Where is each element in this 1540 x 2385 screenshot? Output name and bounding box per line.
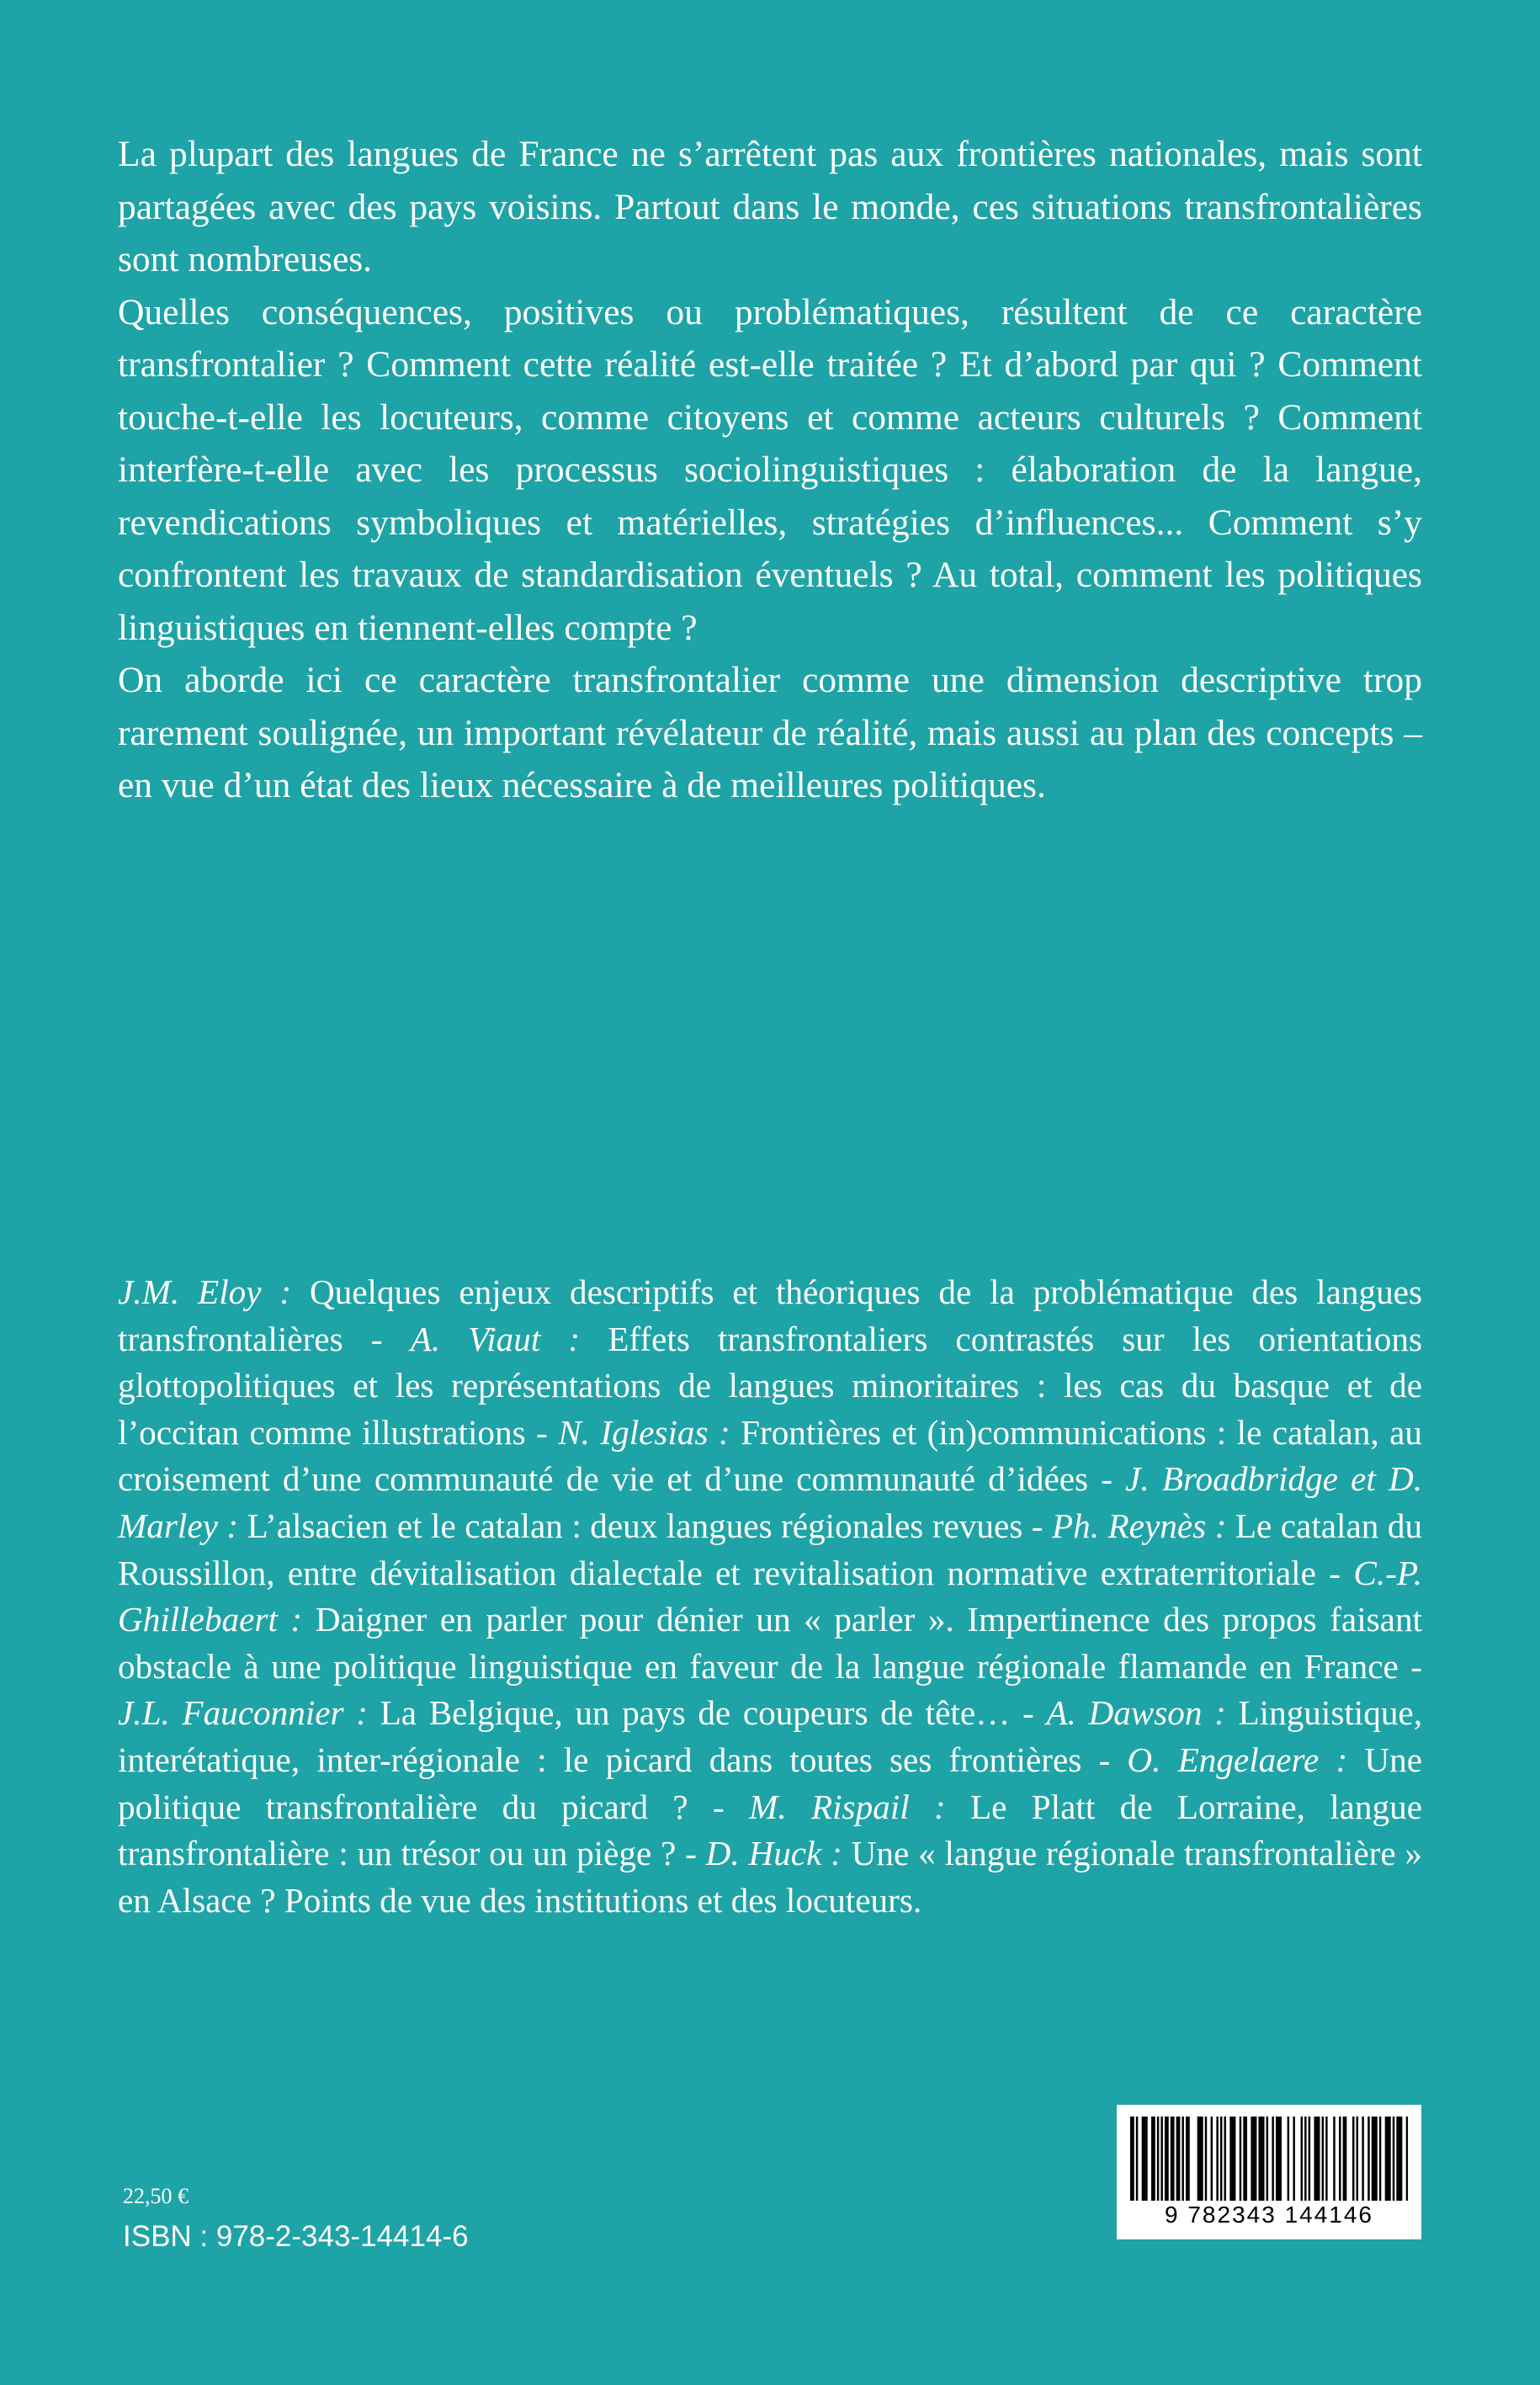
barcode-bar [1293,2117,1294,2201]
barcode-bar [1301,2117,1303,2201]
barcode-bar [1251,2117,1252,2201]
barcode-bar [1272,2117,1273,2201]
barcode-bar [1379,2117,1381,2201]
barcode-bar [1253,2117,1255,2201]
entry-author: J.M. Eloy : [118,1272,292,1311]
barcode-bar [1172,2117,1174,2201]
barcode-bar [1160,2117,1162,2201]
entry-author: N. Iglesias : [558,1412,730,1452]
back-cover-summary [118,128,1422,812]
barcode-bars [1130,2117,1408,2201]
barcode-bar [1144,2117,1145,2201]
barcode-bar [1261,2117,1262,2201]
barcode-bar [1224,2117,1226,2201]
barcode-bar [1396,2117,1398,2201]
barcode-bar [1176,2117,1178,2201]
price-label: 22,50 € [123,2184,189,2208]
entry-title: Le catalan du Roussillon, entre dévitalisation dialectale et revitalisation normative extraterritoriale [118,1506,1423,1592]
barcode-bar [1255,2117,1256,2201]
entry-title: Linguistique, interétatique, inter-régionale : le picard dans toutes ses frontières [118,1693,1423,1779]
barcode-digits: 9 782343 144146 [1165,2202,1373,2228]
entry-author: A. Dawson : [1046,1693,1226,1733]
entry-title: Daigner en parler pour dénier un « parler ». Impertinence des propos faisant obstacle à une politique linguistique en faveur de la langue régionale flamande en France [118,1600,1422,1686]
barcode-bar [1240,2117,1241,2201]
isbn-barcode [1117,2105,1421,2239]
entry-title: Effets transfrontaliers contrastés sur les orientations glottopolitiques et les représentations de langues minoritaires : les cas du basque et de l’occitan comme illustrations [118,1319,1422,1452]
barcode-bar [1339,2117,1341,2201]
barcode-bar [1385,2117,1387,2201]
summary-paragraph-3: On aborde ici ce caractère transfrontalier comme une dimension descriptive trop rarement soulignée, un important révélateur de réalité, mais aussi au plan des concepts – en vue d’un état des lieux nécessaire à de meilleures politiques. [118,660,1422,805]
entry-title: La Belgique, un pays de coupeurs de tête… [380,1693,1011,1733]
barcode-bar [1216,2117,1218,2201]
entry-author: Ph. Reynès : [1052,1506,1227,1545]
barcode-bar [1245,2117,1247,2201]
barcode-bar [1357,2117,1358,2201]
barcode-bar [1187,2117,1189,2201]
barcode-bar [1157,2117,1159,2201]
barcode-bar [1406,2117,1408,2201]
barcode-bar [1165,2117,1166,2201]
barcode-bar [1387,2117,1389,2201]
barcode-bar [1262,2117,1264,2201]
barcode-bar [1375,2117,1377,2201]
barcode-bar [1130,2117,1132,2201]
barcode-bar [1314,2117,1315,2201]
entry-title: Quelques enjeux descriptifs et théoriques de la problématique des langues transfrontalières [118,1272,1422,1358]
barcode-bar [1211,2117,1213,2201]
barcode-bar [1288,2117,1289,2201]
entry-author: M. Rispail : [749,1787,946,1826]
barcode-bar [1153,2117,1155,2201]
barcode-bar [1132,2117,1134,2201]
barcode-bar [1333,2117,1335,2201]
isbn-label: ISBN : 978-2-343-14414-6 [123,2220,469,2253]
barcode-bar [1389,2117,1390,2201]
entry-title: Frontières et (in)communications : le catalan, au croisement d’une communauté de vie et d’une communauté d’idées [118,1412,1422,1499]
barcode-bar [1205,2117,1207,2201]
barcode-bar [1197,2117,1199,2201]
barcode-bar [1309,2117,1310,2201]
barcode-bar [1318,2117,1320,2201]
barcode-bar [1362,2117,1363,2201]
barcode-bar [1201,2117,1203,2201]
barcode-bar [1322,2117,1324,2201]
entry-author: A. Viaut : [410,1319,581,1358]
barcode-bar [1325,2117,1327,2201]
barcode-bar [1229,2117,1231,2201]
barcode-bar [1178,2117,1180,2201]
barcode-bar [1232,2117,1234,2201]
barcode-bar [1186,2117,1187,2201]
barcode-bar [1304,2117,1306,2201]
entry-title: Une politique transfrontalière du picard ? [118,1740,1423,1826]
barcode-bar [1367,2117,1369,2201]
barcode-bar [1280,2117,1282,2201]
barcode-bar [1277,2117,1279,2201]
barcode-bar [1182,2117,1183,2201]
barcode-bar [1316,2117,1318,2201]
barcode-bar [1220,2117,1222,2201]
entry-author: O. Engelaere : [1127,1740,1348,1779]
entry-title: Une « langue régionale transfrontalière » en Alsace ? Points de vue des institutions et des locuteurs. [118,1834,1422,1920]
barcode-bar [1234,2117,1235,2201]
barcode-bar [1151,2117,1153,2201]
barcode-bar [1352,2117,1354,2201]
barcode-bar [1136,2117,1138,2201]
barcode-bar [1372,2117,1373,2201]
barcode-bar [1267,2117,1268,2201]
entry-author: C.-P. Ghillebaert : [118,1553,1423,1639]
barcode-bar [1166,2117,1168,2201]
barcode-bar [1243,2117,1245,2201]
contents-entry [118,1693,1010,1732]
barcode-bar [1393,2117,1394,2201]
entry-author: D. Huck : [705,1834,842,1873]
barcode-bar [1145,2117,1147,2201]
summary-paragraph-1: La plupart des langues de France ne s’arrêtent pas aux frontières nationales, mais sont partagées avec des pays voisins. Partout dans le monde, ces situations transfrontalières sont nombreuses. [118,134,1422,279]
barcode-bar [1343,2117,1345,2201]
barcode-bar [1171,2117,1172,2201]
table-of-contents: J.M. Eloy : Quelques enjeux descriptifs et théoriques de la problématique des langues transfrontalières - A. Viaut : Effets transfrontaliers contrastés sur les orientations glottopolitiques et les représentations de langues minoritaires : les cas du basque et de l’occitan comme illustrations - N. Iglesias : Frontières et (in)communications : le catalan, au croisement d’une communauté de vie et d’une communauté d’idées - J. Broadbridge et D. Marley : L’alsacien et le catalan : deux langues régionales revues - Ph. Reynès : Le catalan du Roussillon, entre dévitalisation dialectale et revitalisation normative extraterritoriale - C.-P. Ghillebaert : Daigner en parler pour dénier un « parler ». Impertinence des propos faisant obstacle à une politique linguistique en faveur de la langue régionale flamande en France - J.L. Fauconnier : La Belgique, un pays de coupeurs de tête… - A. Dawson : Linguistique, interétatique, inter-régionale : le picard dans toutes ses frontières - O. Engelaere : Une politique transfrontalière du picard ? - M. Rispail : Le Platt de Lorraine, langue transfrontalière : un trésor ou un piège ? - D. Huck : Une « langue régionale transfrontalière » en Alsace ? Points de vue des institutions et des locuteurs. [118,1272,1423,1920]
entry-author: J. Broadbridge et D. Marley : [118,1459,1423,1545]
entry-author: J.L. Fauconnier : [118,1693,368,1733]
entry-title: Le Platt de Lorraine, langue transfrontalière : un trésor ou un piège ? [118,1787,1422,1873]
summary-paragraph-2: Quelles conséquences, positives ou problématiques, résultent de ce caractère transfrontalier ? Comment cette réalité est-elle traitée ? Et d’abord par qui ? Comment touche-t-elle les locuteurs, comme citoyens et comme acteurs culturels ? Comment interfère-t-elle avec les processus sociolinguistiques : élaboration de la langue, revendications symboliques et matérielles, stratégies d’influences... Comment s’y confrontent les travaux de standardisation éventuels ? Au total, comment les politiques linguistiques en tiennent-elles compte ? [118,291,1422,648]
entry-title: L’alsacien et le catalan : deux langues régionales revues [247,1506,1023,1545]
barcode-bar [1400,2117,1402,2201]
barcode-bar [1345,2117,1346,2201]
barcode-bar [1258,2117,1260,2201]
barcode-bar [1373,2117,1375,2201]
barcode-bar [1199,2117,1201,2201]
barcode-bar [1142,2117,1144,2201]
barcode-bar [1276,2117,1277,2201]
barcode-bar [1399,2117,1400,2201]
